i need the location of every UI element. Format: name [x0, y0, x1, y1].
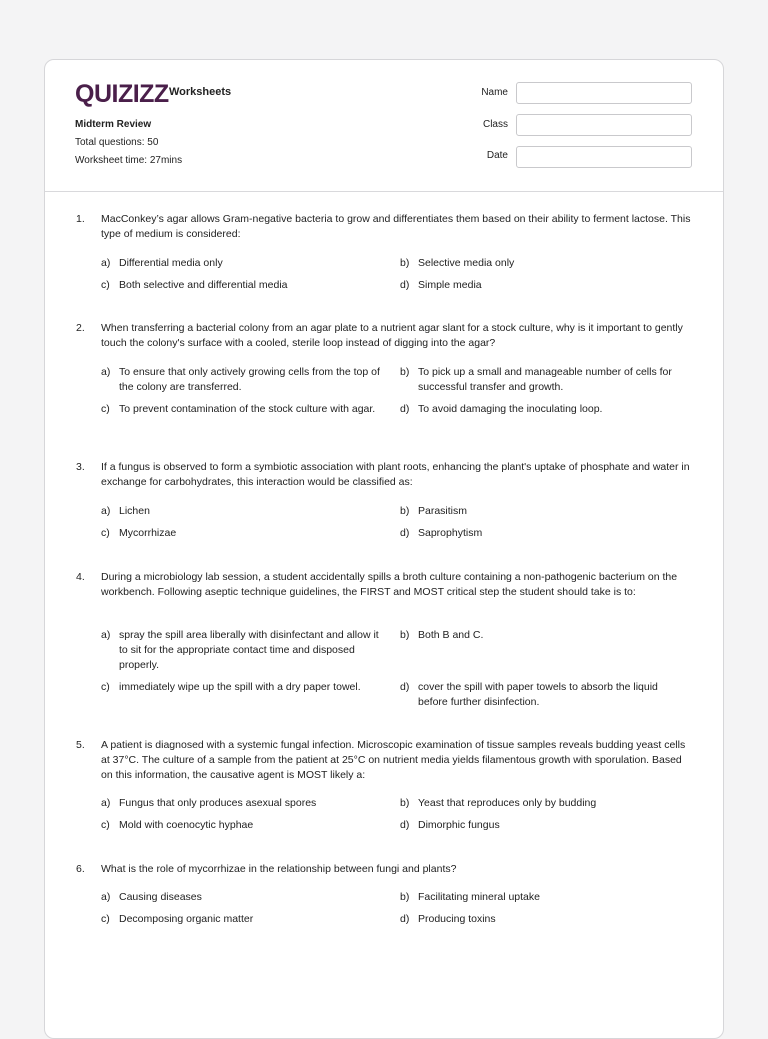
option-text: To ensure that only actively growing cells from the top of the colony are transferred. [119, 366, 380, 393]
question-number: 2. [76, 322, 85, 334]
worksheet-title: Midterm Review [75, 119, 152, 130]
option-text: Both selective and differential media [119, 279, 288, 291]
question-text: What is the role of mycorrhizae in the relationship between fungi and plants? [101, 863, 457, 875]
option-letter: c) [101, 527, 110, 539]
option-text: Saprophytism [418, 527, 483, 539]
question-text: MacConkey’s agar allows Gram-negative bacteria to grow and differentiates them based on their ability to ferment lactose. This type of medium is considered: [101, 213, 691, 240]
question-number: 3. [76, 461, 85, 473]
option-letter: b) [400, 505, 410, 517]
worksheet [44, 59, 724, 1039]
option-letter: d) [400, 403, 410, 415]
option-letter: b) [400, 257, 410, 269]
option-text: Dimorphic fungus [418, 819, 500, 831]
total-questions: Total questions: 50 [75, 137, 159, 148]
option-text: spray the spill area liberally with disinfectant and allow it to sit for the appropriate contact time and disposed properly. [119, 629, 379, 671]
option-letter: b) [400, 366, 410, 378]
option-letter: a) [101, 366, 111, 378]
option-text: Selective media only [418, 257, 515, 269]
question-number: 4. [76, 571, 85, 583]
option-text: Causing diseases [119, 891, 202, 903]
date-field[interactable] [516, 146, 692, 168]
option-text: To avoid damaging the inoculating loop. [418, 403, 603, 415]
option-text: Parasitism [418, 505, 468, 517]
question-text: A patient is diagnosed with a systemic fungal infection. Microscopic examination of tissue samples reveals budding yeast cells at 37°C. The culture of a sample from the patient at 25°C on nutrient media yields filamentous growth with sporulation. Based on this information, the causative agent is MOST likely a: [101, 739, 686, 781]
option-letter: a) [101, 257, 111, 269]
question-number: 1. [76, 213, 85, 225]
option-text: To pick up a small and manageable number of cells for successful transfer and growth. [418, 366, 672, 393]
option-letter: b) [400, 629, 410, 641]
date-label: Date [486, 150, 508, 161]
logo-subtitle: Worksheets [169, 86, 232, 98]
option-text: Both B and C. [418, 629, 484, 641]
option-letter: c) [101, 819, 110, 831]
worksheet-time: Worksheet time: 27mins [75, 155, 183, 166]
name-label: Name [481, 87, 508, 98]
option-text: Mold with coenocytic hyphae [119, 819, 254, 831]
option-text: Yeast that reproduces only by budding [418, 797, 597, 809]
option-letter: c) [101, 681, 110, 693]
option-letter: a) [101, 629, 111, 641]
option-letter: a) [101, 797, 111, 809]
option-text: Decomposing organic matter [119, 913, 254, 925]
option-text: Simple media [418, 279, 482, 291]
question-text: When transferring a bacterial colony from an agar plate to a nutrient agar slant for a stock culture, why is it important to gently touch the colony's surface with a cooled, sterile loop instead of digging into the agar? [101, 322, 683, 349]
option-text: To prevent contamination of the stock culture with agar. [119, 403, 376, 415]
worksheet-header [45, 60, 723, 192]
option-text: Facilitating mineral uptake [418, 891, 540, 903]
option-letter: d) [400, 681, 410, 693]
option-text: Mycorrhizae [119, 527, 177, 539]
option-letter: b) [400, 891, 410, 903]
quizizz-logo: QUIZIZZ [75, 80, 169, 108]
option-letter: b) [400, 797, 410, 809]
option-letter: c) [101, 913, 110, 925]
option-letter: d) [400, 527, 410, 539]
option-text: Differential media only [119, 257, 223, 269]
class-label: Class [482, 119, 508, 130]
name-field[interactable] [516, 82, 692, 104]
option-letter: d) [400, 279, 410, 291]
class-field[interactable] [516, 114, 692, 136]
option-letter: c) [101, 279, 110, 291]
option-letter: c) [101, 403, 110, 415]
option-letter: d) [400, 913, 410, 925]
question-number: 6. [76, 863, 85, 875]
option-letter: a) [101, 891, 111, 903]
option-text: immediately wipe up the spill with a dry paper towel. [119, 681, 361, 693]
option-text: cover the spill with paper towels to absorb the liquid before further disinfection. [418, 681, 658, 708]
option-text: Lichen [119, 505, 150, 517]
question-text: If a fungus is observed to form a symbiotic association with plant roots, enhancing the plant's uptake of phosphate and water in exchange for carbohydrates, this interaction would be classified as: [101, 461, 690, 488]
option-text: Producing toxins [418, 913, 496, 925]
question-text: During a microbiology lab session, a student accidentally spills a broth culture containing a non-pathogenic bacterium on the workbench. Following aseptic technique guidelines, the FIRST and MOST critical step the student should take is to: [101, 571, 678, 598]
question-number: 5. [76, 739, 85, 751]
option-text: Fungus that only produces asexual spores [119, 797, 317, 809]
option-letter: a) [101, 505, 111, 517]
option-letter: d) [400, 819, 410, 831]
